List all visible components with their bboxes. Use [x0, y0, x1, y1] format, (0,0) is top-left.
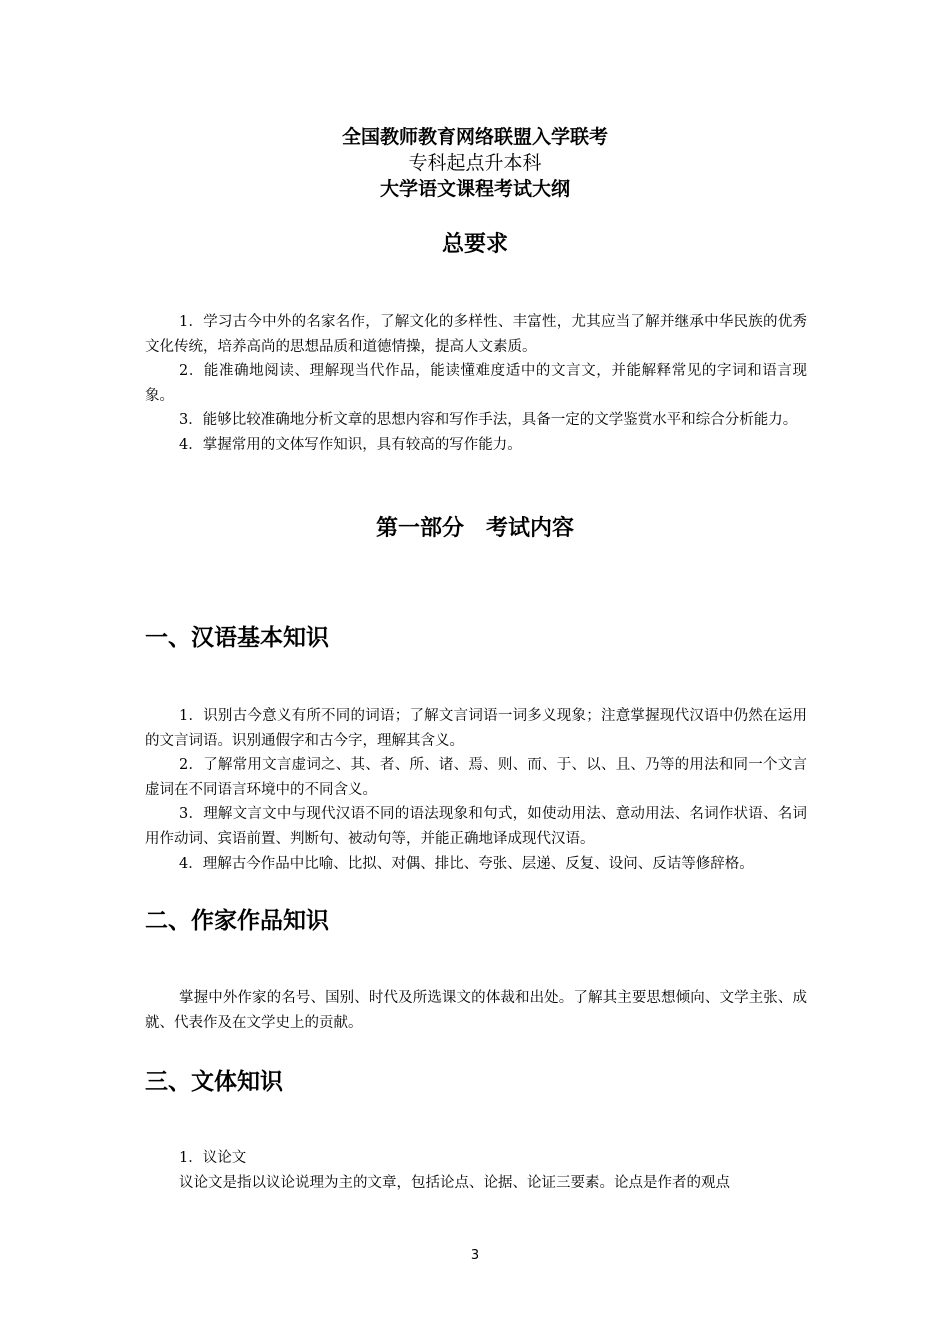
section2-heading: 二、作家作品知识	[145, 908, 329, 934]
general-requirements-heading: 总要求	[441, 232, 508, 257]
section3-heading: 三、文体知识	[145, 1069, 283, 1095]
section1-item-3: 3．理解文言文中与现代汉语不同的语法现象和句式，如使动用法、意动用法、名词作状语、名词用作动词、宾语前置、判断句、被动句等，并能正确地译成现代汉语。	[145, 806, 807, 847]
part1-heading: 第一部分 考试内容	[375, 516, 574, 541]
section1-item-2: 2．了解常用文言虚词之、其、者、所、诸、焉、则、而、于、以、且、乃等的用法和同一个文言虚词在不同语言环境中的不同含义。	[145, 757, 807, 798]
doc-title-line1: 全国教师教育网络联盟入学联考	[341, 126, 608, 148]
section1-item-1: 1．识别古今意义有所不同的词语；了解文言词语一词多义现象；注意掌握现代汉语中仍然在运用的文言词语。识别通假字和古今字，理解其含义。	[145, 708, 807, 749]
doc-title-line3: 大学语文课程考试大纲	[379, 178, 570, 200]
section3-item-1: 1．议论文	[179, 1150, 247, 1166]
section1-body	[145, 704, 807, 876]
general-item-3: 3．能够比较准确地分析文章的思想内容和写作手法，具备一定的文学鉴赏水平和综合分析能力。	[179, 412, 798, 429]
section2-item-1: 掌握中外作家的名号、国别、时代及所选课文的体裁和出处。了解其主要思想倾向、文学主张、成就、代表作及在文学史上的贡献。	[145, 990, 807, 1031]
general-item-4: 4．掌握常用的文体写作知识，具有较高的写作能力。	[179, 436, 522, 453]
section2-body	[145, 986, 807, 1035]
page-number: 3	[470, 1248, 480, 1263]
section3-item-2: 议论文是指以议论说理为主的文章，包括论点、论据、论证三要素。论点是作者的观点	[179, 1174, 730, 1191]
section1-item-4: 4．理解古今作品中比喻、比拟、对偶、排比、夸张、层递、反复、设问、反诘等修辞格。	[179, 855, 754, 872]
doc-title-line2: 专科起点升本科	[408, 152, 542, 174]
general-item-2: 2．能准确地阅读、理解现当代作品，能读懂难度适中的文言文，并能解释常见的字词和语言现象。	[145, 363, 807, 404]
general-item-1: 1．学习古今中外的名家名作，了解文化的多样性、丰富性，尤其应当了解并继承中华民族的优秀文化传统，培养高尚的思想品质和道德情操，提高人文素质。	[145, 314, 807, 355]
section3-body	[145, 1146, 807, 1195]
general-requirements-list	[145, 310, 807, 458]
section1-heading: 一、汉语基本知识	[145, 625, 329, 651]
